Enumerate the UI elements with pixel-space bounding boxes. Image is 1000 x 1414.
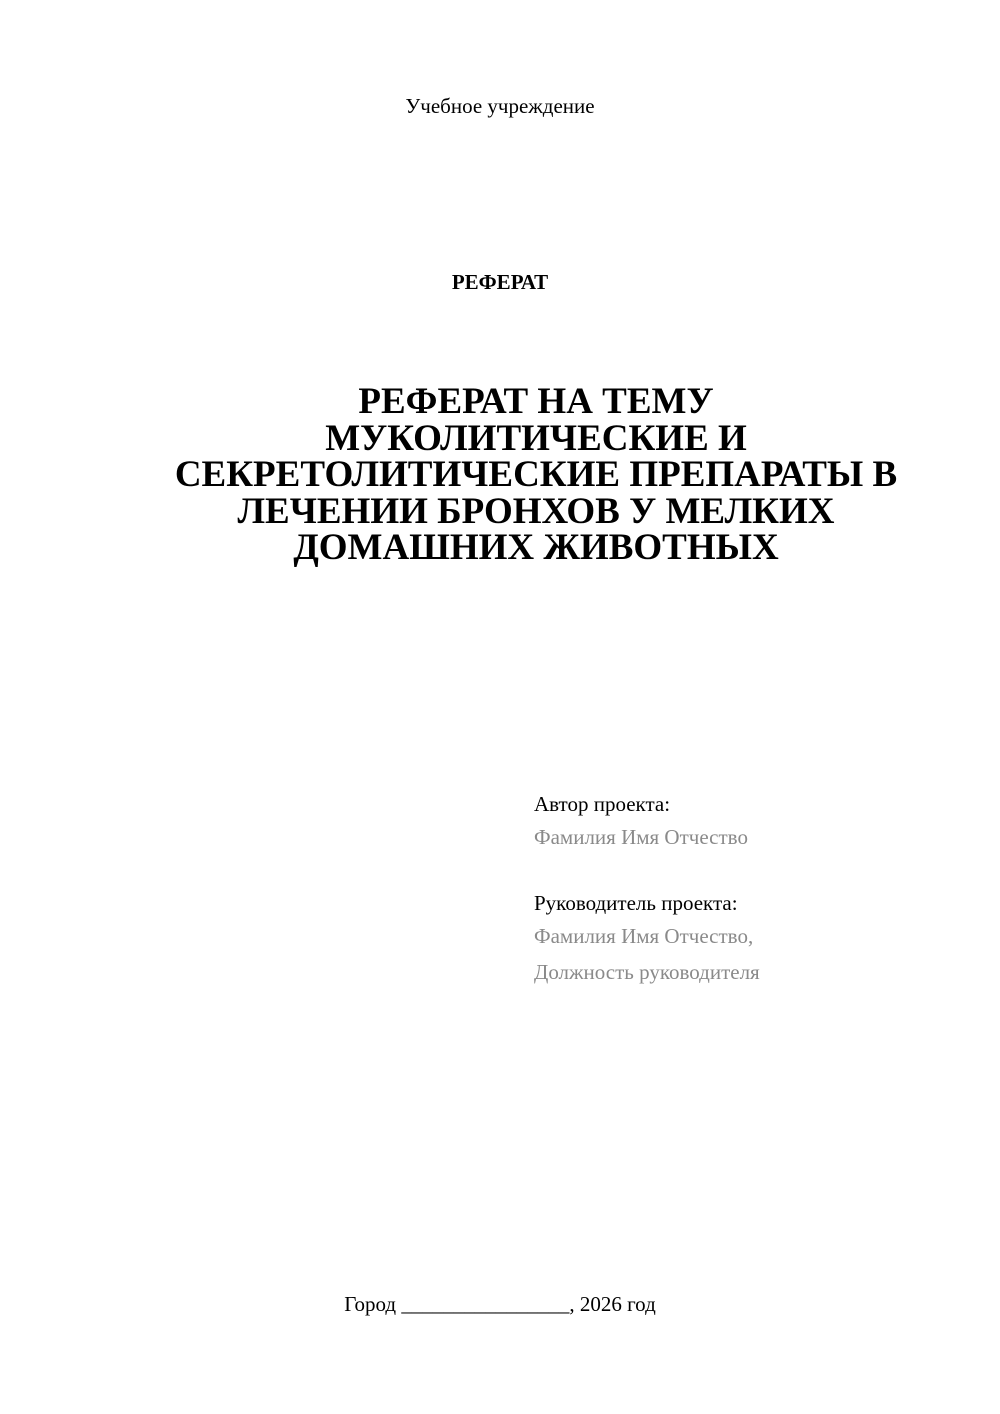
title-line: МУКОЛИТИЧЕСКИЕ И — [325, 417, 747, 459]
title-line: ЛЕЧЕНИИ БРОНХОВ У МЕЛКИХ — [237, 490, 835, 532]
title-line: ДОМАШНИХ ЖИВОТНЫХ — [293, 527, 779, 568]
credits-block — [534, 789, 974, 990]
supervisor-position: Должность руководителя — [534, 960, 760, 984]
city-year-footer: Город ________________, 2026 год — [344, 1292, 656, 1316]
author-name: Фамилия Имя Отчество — [534, 825, 748, 849]
title-line: СЕКРЕТОЛИТИЧЕСКИЕ ПРЕПАРАТЫ В — [174, 454, 898, 495]
document-title — [150, 381, 922, 568]
title-line: РЕФЕРАТ НА ТЕМУ — [358, 381, 714, 422]
author-label: Автор проекта: — [534, 792, 671, 816]
supervisor-label: Руководитель проекта: — [534, 891, 738, 915]
supervisor-name: Фамилия Имя Отчество, — [534, 924, 754, 948]
document-type-heading: РЕФЕРАТ — [451, 270, 549, 294]
author-block — [534, 789, 974, 855]
supervisor-block — [534, 888, 974, 990]
institution-name: Учебное учреждение — [405, 94, 595, 118]
